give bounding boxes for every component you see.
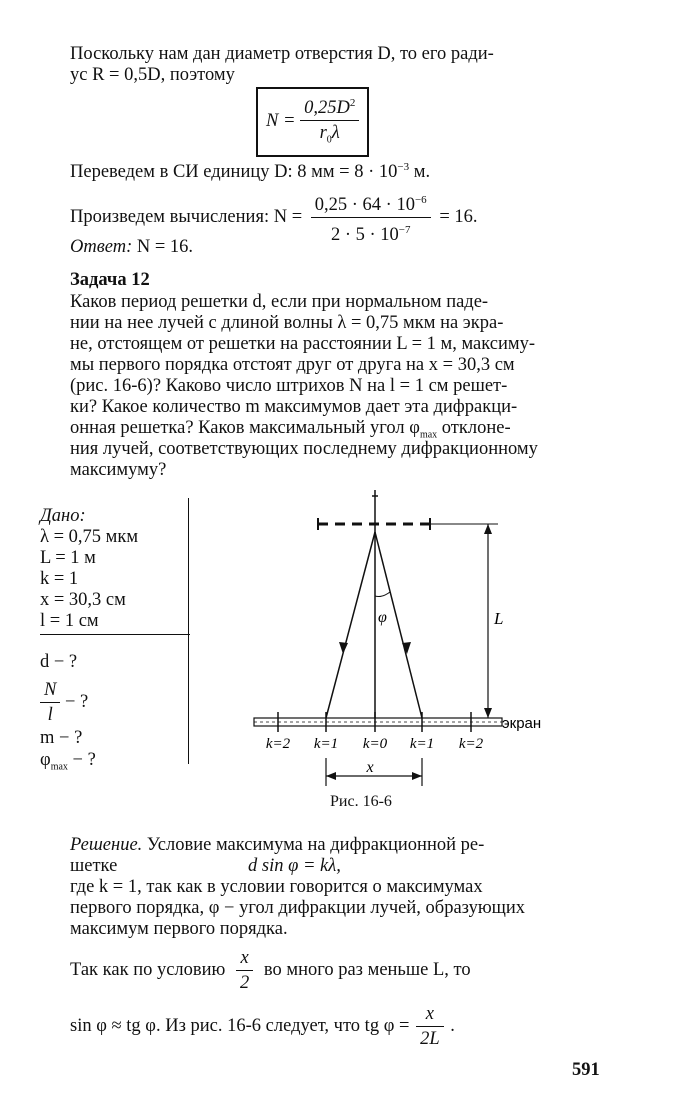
ray-arrow: [402, 642, 411, 654]
ray-arrow: [339, 642, 348, 654]
solution-label: Решение.: [70, 835, 143, 855]
angle-arc: [375, 592, 390, 597]
distance-L-label: L: [494, 609, 504, 628]
given-item: l = 1 см: [40, 611, 99, 631]
formula-exponent: 2: [349, 97, 356, 109]
distance-x-label: x: [366, 759, 374, 776]
task-line: мы первого порядка отстоят друг от друга на x = 30,3 см: [70, 355, 515, 375]
calc-result: = 16.: [439, 206, 478, 227]
formula-denominator: r: [319, 123, 327, 143]
answer-value: N = 16.: [136, 237, 194, 257]
task-line: максимуму?: [70, 460, 167, 480]
paragraph-line: ус R = 0,5D, поэтому: [70, 65, 235, 85]
given-item: λ = 0,75 мкм: [40, 527, 139, 547]
given-vertical-divider: [188, 498, 189, 764]
task-line: нии на нее лучей с длиной волны λ = 0,75 мкм на экра-: [70, 313, 504, 333]
boxed-formula: [256, 87, 369, 157]
answer-line: [70, 237, 193, 257]
find-d: d − ?: [40, 652, 78, 672]
si-conversion: Переведем в СИ единицу D: 8 мм = $8 \cdot 10^{-3}$ м.: [70, 161, 431, 182]
find-N: $\frac{N}{l}$ − ?: [40, 680, 88, 725]
formula-lambda: λ: [331, 123, 340, 143]
task-title: Задача 12: [70, 270, 150, 290]
solution-line: Так как по условию $\frac{x}{2}$ во много раз меньше L, то: [70, 948, 471, 993]
answer-label: Ответ:: [70, 237, 133, 257]
task-line: ния лучей, соответствующих последнему дифракционному: [70, 439, 538, 459]
calc-label: Произведем вычисления: N =: [70, 206, 303, 227]
formula-lhs: N =: [266, 111, 296, 132]
find-m: m − ?: [40, 728, 83, 748]
solution-line: Решение. Условие максимума на дифракционной ре-: [70, 835, 485, 855]
k-label: k=0: [362, 736, 388, 752]
given-item: x = 30,3 см: [40, 590, 126, 610]
formula-subscript: 0: [326, 134, 332, 146]
task-line: Каков период решетки d, если при нормальном паде-: [70, 292, 489, 312]
solution-line: шетке: [70, 856, 118, 876]
task-line: ки? Какое количество m максимумов дает эта дифракци-: [70, 397, 518, 417]
given-block: [40, 506, 185, 632]
formula-fraction: [300, 93, 359, 151]
page-number: 591: [572, 1060, 600, 1080]
angle-label: φ: [378, 609, 387, 626]
grating-equation: d sin φ = kλ,: [248, 856, 341, 876]
k-label: k=2: [265, 736, 291, 752]
screen-label: экран: [502, 715, 542, 732]
task-line: онная решетка? Каков максимальный угол $\varphi_{max}$ отклоне-: [70, 418, 511, 441]
paragraph-line: Поскольку нам дан диаметр отверстия D, то его ради-: [70, 44, 494, 64]
given-item: k = 1: [40, 569, 79, 589]
given-title: Дано:: [40, 506, 86, 526]
solution-line: где k = 1, так как в условии говорится о максимумах: [70, 877, 483, 897]
ray-left: [326, 532, 375, 718]
calc-fraction: $\frac{0,25 \cdot 64 \cdot 10^{-6}}{2 \cdot 5 \cdot 10^{-7}}$: [311, 190, 431, 245]
formula-numerator: 0,25D: [304, 98, 350, 118]
find-phi: $\varphi_{max}$ − ?: [40, 750, 96, 773]
k-label: k=1: [313, 736, 339, 752]
k-label: k=1: [409, 736, 435, 752]
solution-line: sin φ ≈ tg φ. Из рис. 16-6 следует, что tg φ = $\frac{x}{2L}$ .: [70, 1004, 455, 1049]
diffraction-figure: [240, 486, 570, 806]
task-line: не, отстоящем от решетки на расстоянии L = 1 м, максиму-: [70, 334, 536, 354]
solution-line: максимум первого порядка.: [70, 919, 288, 939]
given-item: L = 1 м: [40, 548, 96, 568]
given-divider: [40, 634, 190, 635]
figure-caption: Рис. 16-6: [330, 793, 392, 810]
task-line: (рис. 16-6)? Каково число штрихов N на l = 1 см решет-: [70, 376, 508, 396]
k-label: k=2: [458, 736, 484, 752]
solution-line: первого порядка, φ − угол дифракции лучей, образующих: [70, 898, 526, 918]
